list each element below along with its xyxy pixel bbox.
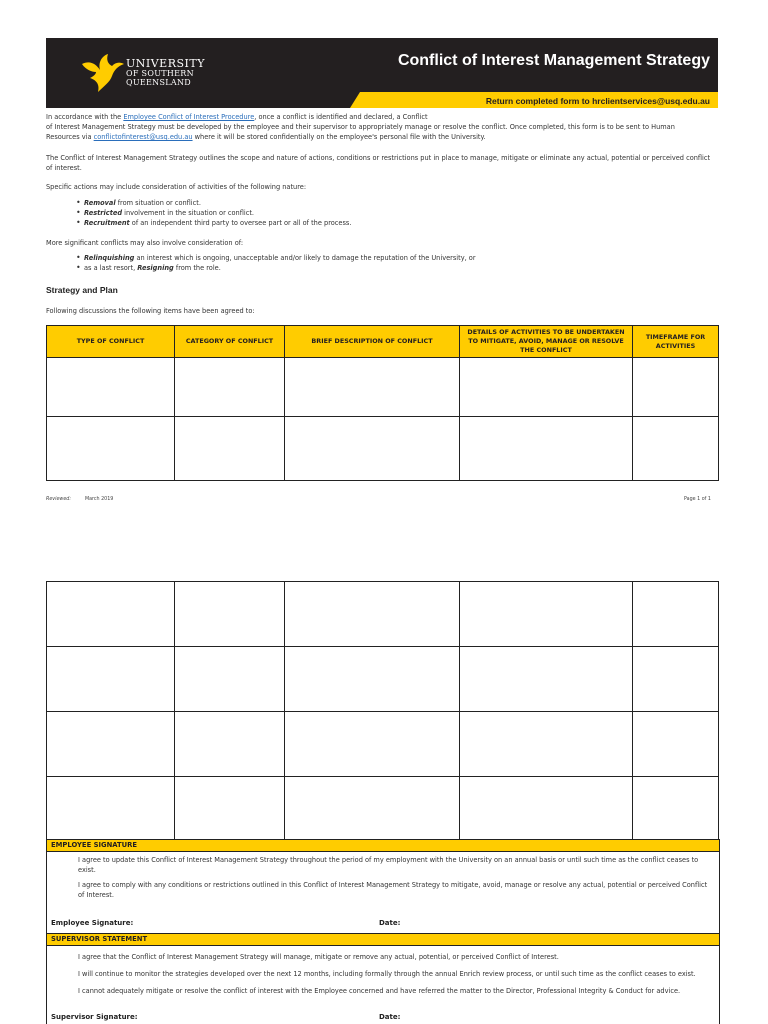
supervisor-statement-heading: SUPERVISOR STATEMENT	[47, 933, 719, 946]
employee-signature-heading: EMPLOYEE SIGNATURE	[47, 839, 719, 852]
table-cell-activities[interactable]	[460, 358, 633, 417]
list-item	[76, 208, 351, 218]
list-item	[76, 218, 351, 228]
table-cell-activities[interactable]	[460, 647, 633, 712]
table-cell-activities[interactable]	[460, 712, 633, 777]
intro-text: of Interest Management Strategy must be developed by the employee and their supervisor to appropriately manage or resolve the conflict. Once completed, this form is to be sent to Human	[46, 123, 675, 131]
table-cell-category[interactable]	[175, 417, 285, 481]
table-cell-description[interactable]	[285, 358, 460, 417]
table-cell-type[interactable]	[47, 712, 175, 777]
strategy-table	[46, 325, 719, 481]
intro-text: In accordance with the	[46, 113, 124, 121]
form-header	[46, 38, 718, 108]
intro-paragraph-4: More significant conflicts may also involve consideration of:	[46, 239, 244, 247]
table-cell-description[interactable]	[285, 647, 460, 712]
supervisor-statement-section	[46, 933, 720, 1024]
employee-agreement-2: I agree to comply with any conditions or restrictions outlined in this Conflict of Interest Management Strategy to mitigate, avoid, manage or resolve any actual, potential or perceived Conflict of Interest.	[78, 881, 708, 899]
reviewed-label: Reviewed:	[46, 497, 71, 502]
table-row	[47, 777, 719, 841]
logo-line-southern: OF SOUTHERN	[126, 69, 194, 78]
supervisor-date-field[interactable]: Date:	[379, 1013, 401, 1021]
bullet-term: Recruitment	[84, 219, 130, 227]
bullet-term: Resigning	[137, 264, 174, 272]
table-cell-type[interactable]	[47, 582, 175, 647]
form-title: Conflict of Interest Management Strategy	[397, 52, 710, 69]
strategy-lead: Following discussions the following items have been agreed to:	[46, 307, 255, 315]
intro-paragraph-3: Specific actions may include consideration of activities of the following nature:	[46, 183, 307, 191]
table-cell-category[interactable]	[175, 777, 285, 841]
employee-signature-field[interactable]: Employee Signature:	[51, 919, 134, 927]
table-cell-activities[interactable]	[460, 777, 633, 841]
bullet-text: an interest which is ongoing, unacceptable and/or likely to damage the reputation of the University, or	[134, 254, 476, 262]
intro-text: Resources via	[46, 133, 94, 141]
column-header-activities: DETAILS OF ACTIVITIES TO BE UNDERTAKEN TO MITIGATE, AVOID, MANAGE OR RESOLVE THE CONFLICT	[460, 326, 633, 358]
section-heading-strategy: Strategy and Plan	[46, 285, 118, 295]
return-instruction: Return completed form to hrclientservices@usq.edu.au	[485, 96, 710, 106]
logo-line-queensland: QUEENSLAND	[126, 78, 191, 87]
table-cell-description[interactable]	[285, 582, 460, 647]
table-cell-timeframe[interactable]	[633, 647, 719, 712]
table-cell-category[interactable]	[175, 582, 285, 647]
column-header-timeframe: TIMEFRAME FOR ACTIVITIES	[633, 326, 719, 358]
table-row	[47, 647, 719, 712]
intro-text: , once a conflict is identified and declared, a Conflict	[254, 113, 428, 121]
bullet-text: involvement in the situation or conflict.	[122, 209, 255, 217]
table-cell-type[interactable]	[47, 358, 175, 417]
email-link[interactable]: conflictofinterest@usq.edu.au	[93, 133, 193, 141]
intro-text: where it will be stored confidentially on the employee's personal file with the University.	[192, 133, 486, 141]
supervisor-signature-field[interactable]: Supervisor Signature:	[51, 1013, 138, 1021]
page-number: Page 1 of 1	[684, 497, 711, 502]
employee-signature-section	[46, 839, 720, 933]
table-cell-timeframe[interactable]	[633, 712, 719, 777]
table-cell-timeframe[interactable]	[633, 582, 719, 647]
table-cell-timeframe[interactable]	[633, 777, 719, 841]
bullet-text: from the role.	[173, 264, 221, 272]
table-row	[47, 582, 719, 647]
table-cell-category[interactable]	[175, 712, 285, 777]
bullet-text: of an independent third party to oversee part or all of the process.	[129, 219, 352, 227]
table-cell-type[interactable]	[47, 777, 175, 841]
table-header-row	[47, 326, 719, 358]
column-header-category: CATEGORY OF CONFLICT	[175, 326, 285, 358]
significant-list	[76, 253, 476, 273]
actions-list	[76, 198, 351, 228]
table-cell-type[interactable]	[47, 417, 175, 481]
intro-paragraph-2: The Conflict of Interest Management Strategy outlines the scope and nature of actions, conditions or restrictions put in place to manage, mitigate or eliminate any actual, potential or perceived conflict of interest.	[46, 154, 711, 172]
bullet-text: as a last resort,	[84, 264, 138, 272]
page-footer-reviewed	[46, 497, 113, 502]
reviewed-date: March 2019	[84, 497, 114, 502]
procedure-link[interactable]: Employee Conflict of Interest Procedure	[123, 113, 255, 121]
table-row	[47, 358, 719, 417]
list-item	[76, 253, 476, 263]
logo-line-university: UNIVERSITY	[126, 57, 205, 70]
phoenix-icon	[80, 54, 124, 92]
employee-agreement-1: I agree to update this Conflict of Interest Management Strategy throughout the period of my employment with the University on an annual basis or until such time as the conflict ceases to exist.	[78, 856, 699, 874]
list-item	[76, 198, 351, 208]
list-item	[76, 263, 476, 273]
table-cell-category[interactable]	[175, 647, 285, 712]
logo-text	[126, 58, 205, 87]
bullet-term: Restricted	[84, 209, 123, 217]
usq-logo	[80, 54, 250, 94]
intro-paragraph-1	[46, 112, 714, 142]
bullet-term: Relinquishing	[84, 254, 135, 262]
table-cell-type[interactable]	[47, 647, 175, 712]
column-header-description: BRIEF DESCRIPTION OF CONFLICT	[285, 326, 460, 358]
table-row	[47, 712, 719, 777]
table-cell-activities[interactable]	[460, 417, 633, 481]
supervisor-statement-3[interactable]: I cannot adequately mitigate or resolve the conflict of interest with the Employee concerned and have referred the matter to the Director, Professional Integrity & Conduct for advice.	[78, 987, 681, 995]
table-row	[47, 417, 719, 481]
table-cell-description[interactable]	[285, 712, 460, 777]
bullet-term: Removal	[84, 199, 116, 207]
strategy-table-continued	[46, 581, 719, 841]
table-cell-timeframe[interactable]	[633, 358, 719, 417]
employee-date-field[interactable]: Date:	[379, 919, 401, 927]
supervisor-statement-1[interactable]: I agree that the Conflict of Interest Management Strategy will manage, mitigate or remove any actual, potential, or perceived Conflict of Interest.	[78, 953, 559, 961]
table-cell-description[interactable]	[285, 777, 460, 841]
bullet-text: from situation or conflict.	[115, 199, 201, 207]
supervisor-statement-2[interactable]: I will continue to monitor the strategies developed over the next 12 months, including formally through the annual Enrich review process, or until such time as the conflict ceases to exist.	[78, 970, 696, 978]
column-header-type: TYPE OF CONFLICT	[47, 326, 175, 358]
table-cell-activities[interactable]	[460, 582, 633, 647]
table-cell-category[interactable]	[175, 358, 285, 417]
table-cell-timeframe[interactable]	[633, 417, 719, 481]
table-cell-description[interactable]	[285, 417, 460, 481]
